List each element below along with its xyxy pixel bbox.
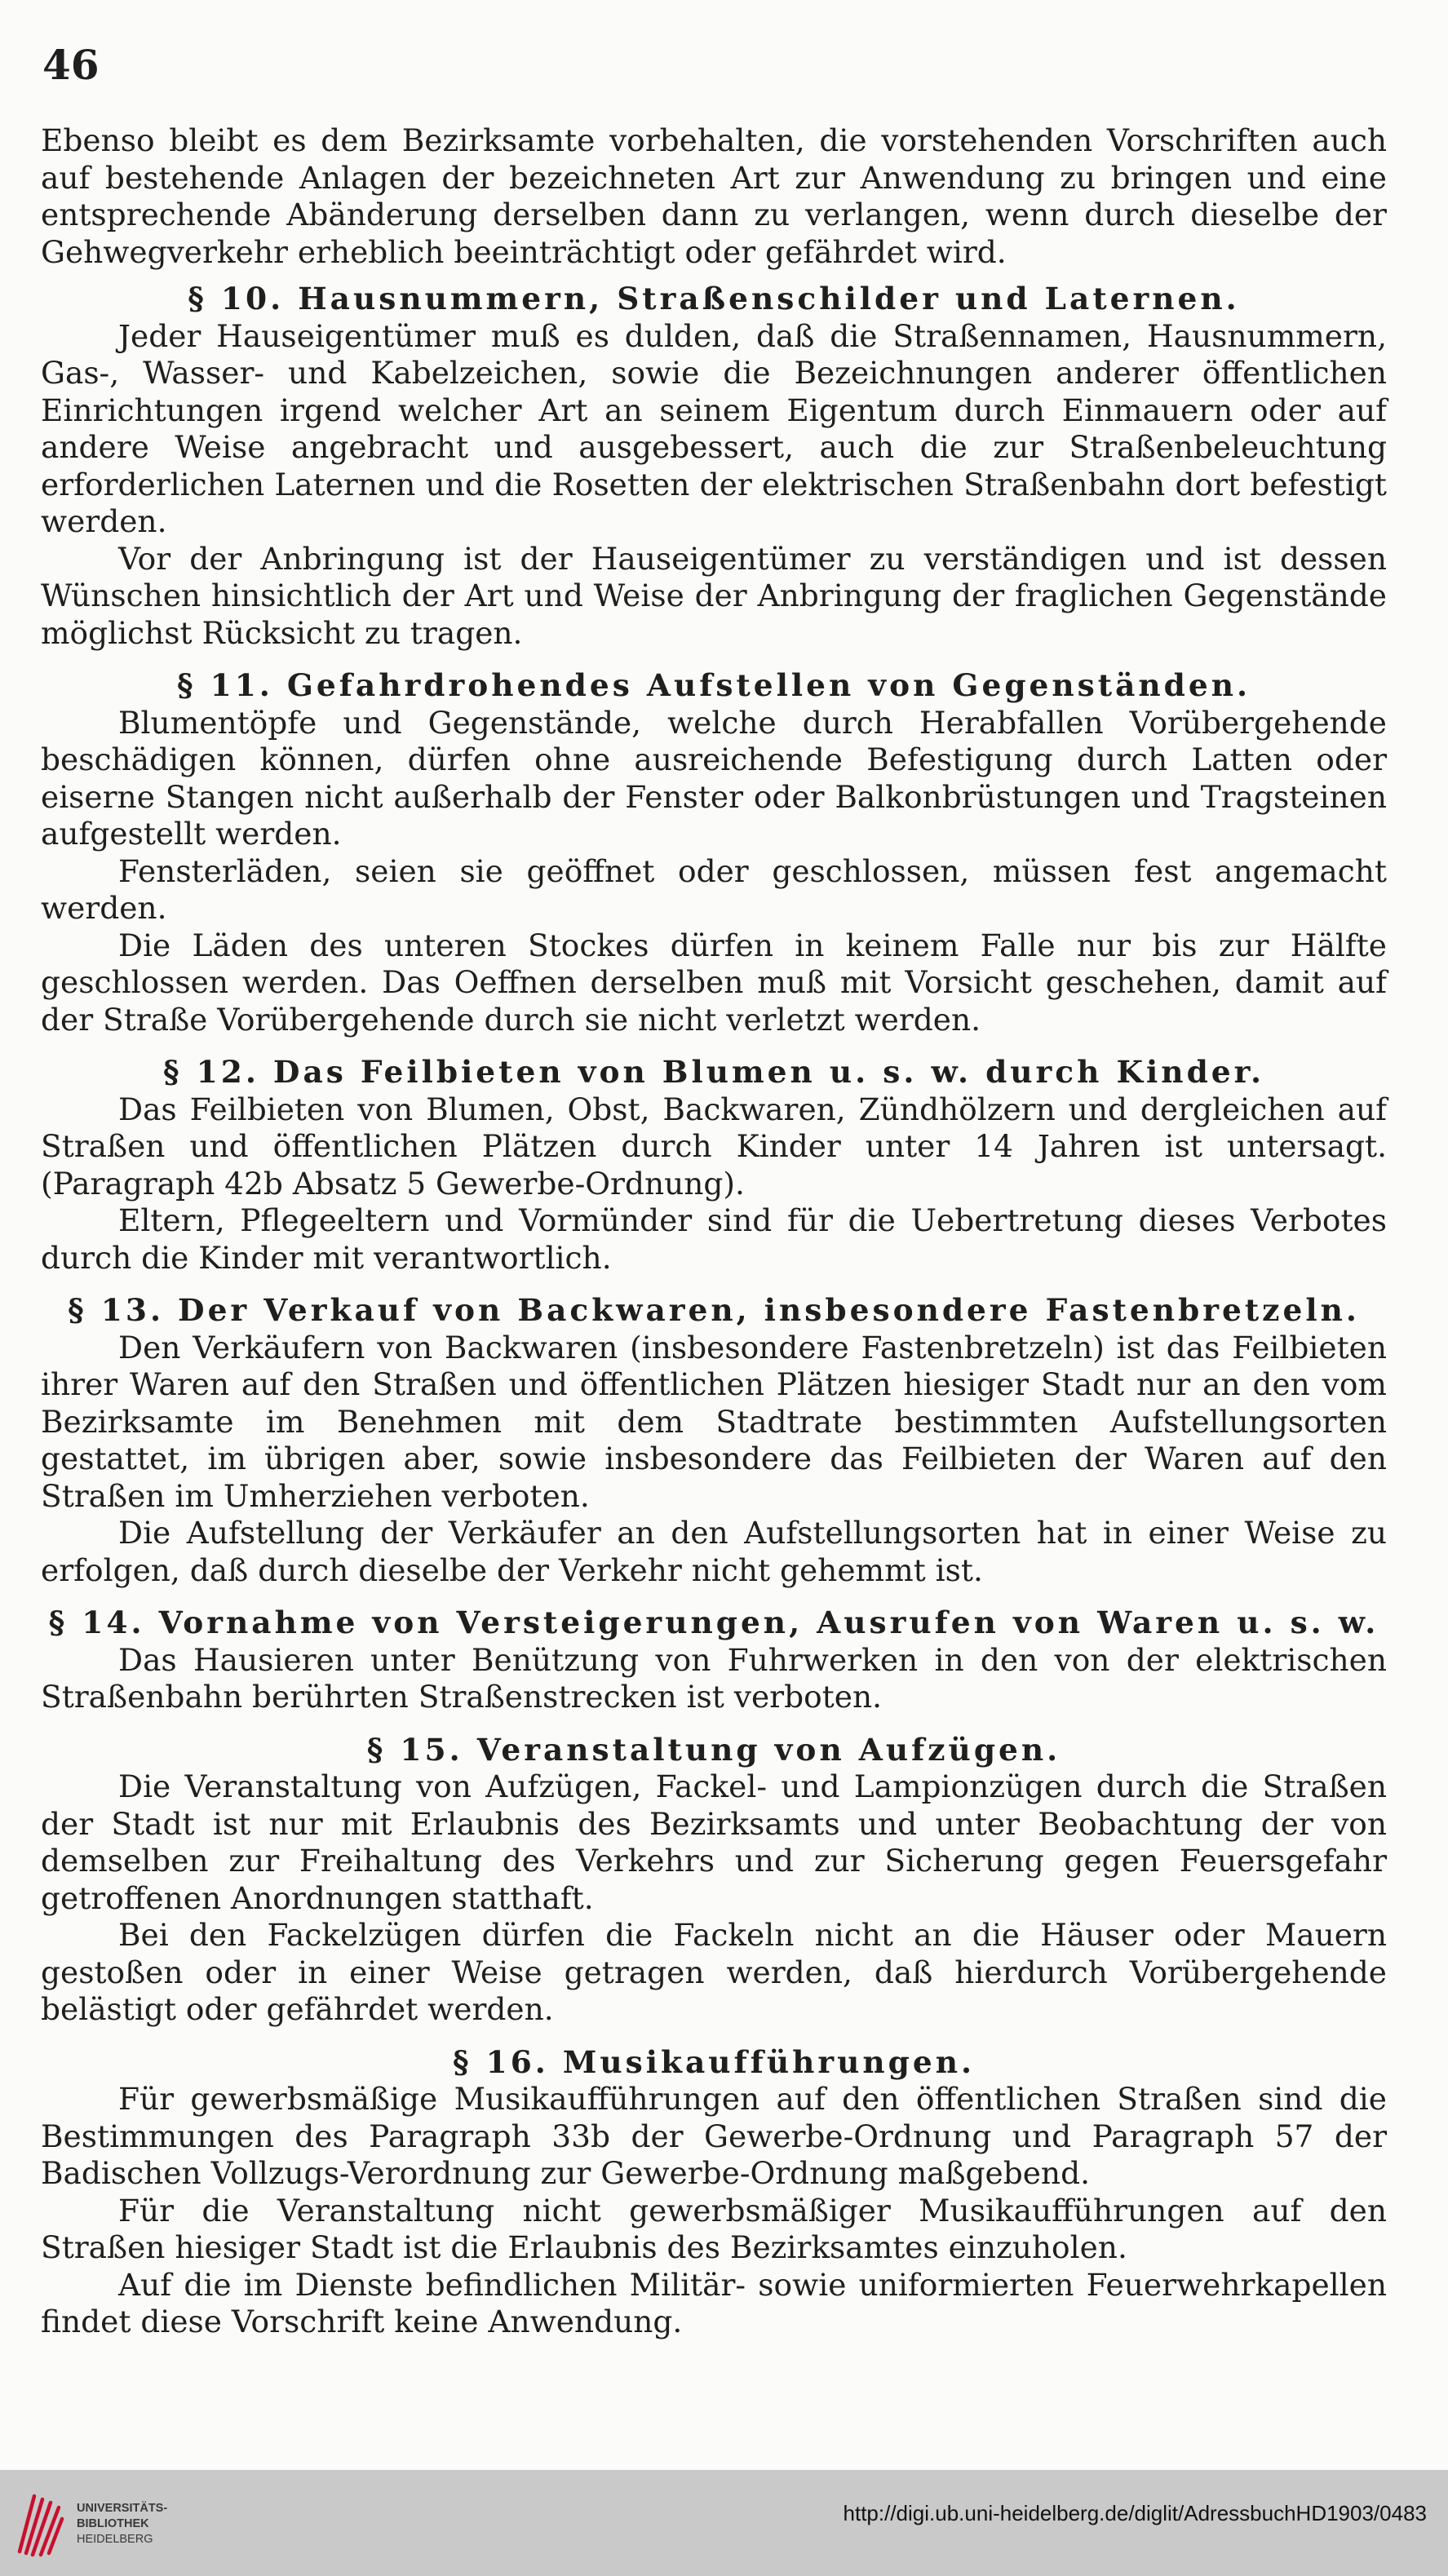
section-heading-12: § 12. Das Feilbieten von Blumen u. s. w. durch Kinder. (162, 1054, 1265, 1090)
section-11-paragraph-3: Die Läden des unteren Stockes dürfen in keinem Falle nur bis zur Hälfte geschlossen werden. Das Oeffnen derselben muß mit Vorsicht geschehen, damit auf der Straße Vorübergehende durch sie nicht verletzt werden. (41, 927, 1387, 1038)
library-logo (15, 2485, 186, 2563)
document-body (41, 122, 1387, 2341)
section-13-paragraph-1: Den Verkäufern von Backwaren (insbesondere Fastenbretzeln) ist das Feilbieten ihrer Waren auf den Straßen und öffentlichen Plätzen hiesiger Stadt nur an den vom Bezirksamte im Benehmen mit dem Stadtrate bestimmten Aufstellungsorten gestattet, im übrigen aber, sowie insbesondere das Feilbieten der Waren auf den Straßen im Umherziehen verboten. (41, 1329, 1387, 1514)
section-heading-10: § 10. Hausnummern, Straßenschilder und Laternen. (188, 281, 1240, 316)
section-12-paragraph-1: Das Feilbieten von Blumen, Obst, Backwaren, Zündhölzern und dergleichen auf Straßen und öffentlichen Plätzen durch Kinder unter 14 Jahren ist untersagt. (Paragraph 42b Absatz 5 Gewerbe-Ordnung). (41, 1091, 1387, 1202)
section-heading-15: § 15. Veranstaltung von Aufzügen. (366, 1731, 1061, 1768)
section-heading-14: § 14. Vornahme von Versteigerungen, Ausrufen von Waren u. s. w. (48, 1604, 1379, 1640)
section-10-paragraph-1: Jeder Hauseigentümer muß es dulden, daß die Straßennamen, Hausnummern, Gas-, Wasser- und Kabelzeichen, sowie die Bezeichnungen anderer öffentlichen Einrichtungen irgend welcher Art an seinem Eigentum durch Einmauern oder auf andere Weise angebracht und ausgebessert, auch die zur Straßenbeleuchtung erforderlichen Laternen und die Rosetten der elektrischen Straßenbahn dort befestigt werden. (41, 317, 1387, 539)
library-seal-icon (15, 2491, 65, 2558)
section-11-paragraph-1: Blumentöpfe und Gegenstände, welche durch Herabfallen Vorübergehende beschädigen können, dürfen ohne ausreichende Befestigung durch Latten oder eiserne Stangen nicht außerhalb der Fenster oder Balkonbrüstungen und Tragsteinen aufgestellt werden. (41, 704, 1387, 852)
section-15-paragraph-2: Bei den Fackelzügen dürfen die Fackeln nicht an die Häuser oder Mauern gestoßen oder in einer Weise getragen werden, daß hierdurch Vorübergehende belästigt oder gefährdet werden. (41, 1917, 1387, 2027)
intro-paragraph: Ebenso bleibt es dem Bezirksamte vorbehalten, die vorstehenden Vorschriften auch auf bestehende Anlagen der bezeichneten Art zur Anwendung zu bringen und eine entsprechende Abänderung derselben dann zu verlangen, wenn durch dieselbe der Gehwegverkehr erheblich beeinträchtigt oder gefährdet wird. (41, 122, 1387, 270)
source-url-link[interactable]: http://digi.ub.uni-heidelberg.de/diglit/AdressbuchHD1903/0483 (843, 2501, 1427, 2525)
section-16-paragraph-1: Für gewerbsmäßige Musikaufführungen auf den öffentlichen Straßen sind die Bestimmungen des Paragraph 33b der Gewerbe-Ordnung und Paragraph 57 der Badischen Vollzugs-Verordnung zur Gewerbe-Ordnung maßgebend. (41, 2081, 1387, 2191)
section-heading-11: § 11. Gefahrdrohendes Aufstellen von Gegenständen. (176, 667, 1251, 703)
section-heading-13: § 13. Der Verkauf von Backwaren, insbesondere Fastenbretzeln. (68, 1292, 1360, 1328)
library-name (77, 2501, 167, 2547)
section-13-paragraph-2: Die Aufstellung der Verkäufer an den Aufstellungsorten hat in einer Weise zu erfolgen, daß durch dieselbe der Verkehr nicht gehemmt ist. (41, 1515, 1387, 1588)
section-15-paragraph-1: Die Veranstaltung von Aufzügen, Fackel- und Lampionzügen durch die Straßen der Stadt ist nur mit Erlaubnis des Bezirksamts und unter Beobachtung der von demselben zur Freihaltung des Verkehrs und zur Sicherung gegen Feuersgefahr getroffenen Anordnungen statthaft. (41, 1768, 1387, 1916)
section-16-paragraph-3: Auf die im Dienste befindlichen Militär- sowie uniformierten Feuerwehrkapellen findet diese Vorschrift keine Anwendung. (41, 2266, 1387, 2339)
library-name-line-1: UNIVERSITÄTS- (77, 2502, 168, 2515)
page-number: 46 (42, 41, 100, 89)
library-name-line-2: BIBLIOTHEK (77, 2517, 149, 2530)
viewer-footer-bar (0, 2470, 1448, 2576)
section-11-paragraph-2: Fensterläden, seien sie geöffnet oder geschlossen, müssen fest angemacht werden. (41, 852, 1387, 926)
section-14-paragraph-1: Das Hausieren unter Benützung von Fuhrwerken in den von der elektrischen Straßenbahn berührten Straßenstrecken ist verboten. (41, 1641, 1387, 1715)
section-heading-16: § 16. Musikaufführungen. (452, 2043, 976, 2080)
section-12-paragraph-2: Eltern, Pflegeeltern und Vormünder sind für die Uebertretung dieses Verbotes durch die Kinder mit verantwortlich. (41, 1202, 1387, 1276)
library-name-line-3: HEIDELBERG (77, 2533, 153, 2546)
section-10-paragraph-2: Vor der Anbringung ist der Hauseigentümer zu verständigen und ist dessen Wünschen hinsichtlich der Art und Weise der Anbringung der fraglichen Gegenstände möglichst Rücksicht zu tragen. (41, 540, 1387, 651)
section-16-paragraph-2: Für die Veranstaltung nicht gewerbsmäßiger Musikaufführungen auf den Straßen hiesiger Stadt ist die Erlaubnis des Bezirksamtes einzuholen. (41, 2192, 1387, 2265)
